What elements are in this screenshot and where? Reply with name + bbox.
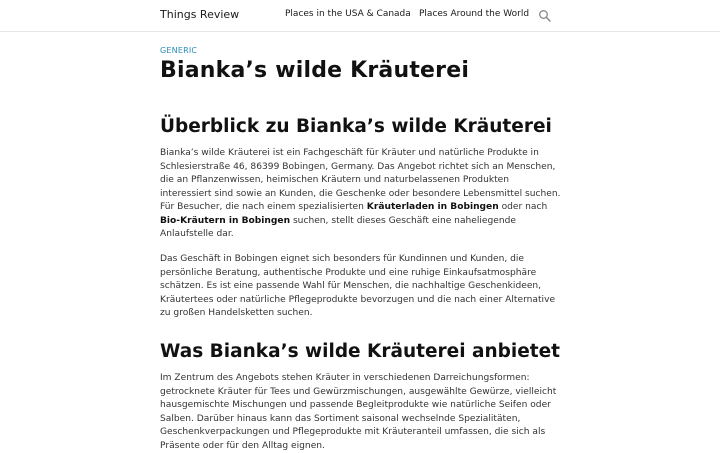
nav-link-usa-canada[interactable]: Places in the USA & Canada <box>285 9 411 19</box>
paragraph-text: Bianka’s wilde Kräuterei ist ein Fachgeschäft für Kräuter und natürliche Produkte in Schlesierstraße 46, 86399 Bobingen, Germany. Das Angebot richtet sich an Menschen, die an Pflanzenwissen, heimischen Kräutern und naturbelassenen Produkten interessiert sind sowie an Kunden, die Geschenke oder besondere Lebensmittel suchen. Für Besucher, die nach einem spezialisierten <box>160 148 561 212</box>
section-heading-overview: Überblick zu Bianka’s wilde Kräuterei <box>160 116 552 137</box>
paragraph-offer: Im Zentrum des Angebots stehen Kräuter in verschiedenen Darreichungsformen: getrocknete Kräuter für Tees und Gewürzmischungen, ausgewählte Gewürze, vielleicht hausgemischte Mischungen und passende Begleitprodukte wie natürliche Seifen oder Salben. Darüber hinaus kann das Sortiment saisonal wechselnde Spezialitäten, Geschenkverpackungen und Pflegeprodukte mit Kräuteranteil umfassen, die sich als Präsente oder für den Alltag eignen. <box>160 373 557 451</box>
category-link[interactable]: GENERIC <box>160 46 198 55</box>
keyword-kraeuterladen: Kräuterladen in Bobingen <box>366 202 499 212</box>
paragraph-text: suchen, stellt dieses Geschäft eine naheliegende Anlaufstelle dar. <box>160 215 517 239</box>
paragraph-overview-audience: Das Geschäft in Bobingen eignet sich besonders für Kundinnen und Kunden, die persönliche Beratung, authentische Produkte und eine ruhige Einkaufsatmosphäre schätzen. Es ist eine passende Wahl für Menschen, die nachhaltige Geschenkideen, Kräutertees oder natürliche Pflegeprodukte bevorzugen und die nach einer Alternative zu großen Handelsketten suchen. <box>160 254 556 318</box>
nav-link-around-world[interactable]: Places Around the World <box>419 9 530 19</box>
paragraph-text: oder nach <box>498 202 548 212</box>
site-title-link[interactable]: Things Review <box>160 8 240 21</box>
page-title: Bianka’s wilde Kräuterei <box>160 58 470 83</box>
keyword-bio-kraeuter: Bio-Kräutern in Bobingen <box>160 215 291 226</box>
paragraph-overview-intro <box>160 147 562 242</box>
article <box>160 46 561 451</box>
site-header <box>0 0 720 32</box>
search-icon[interactable] <box>538 8 552 22</box>
section-heading-offer: Was Bianka’s wilde Kräuterei anbietet <box>160 341 561 362</box>
